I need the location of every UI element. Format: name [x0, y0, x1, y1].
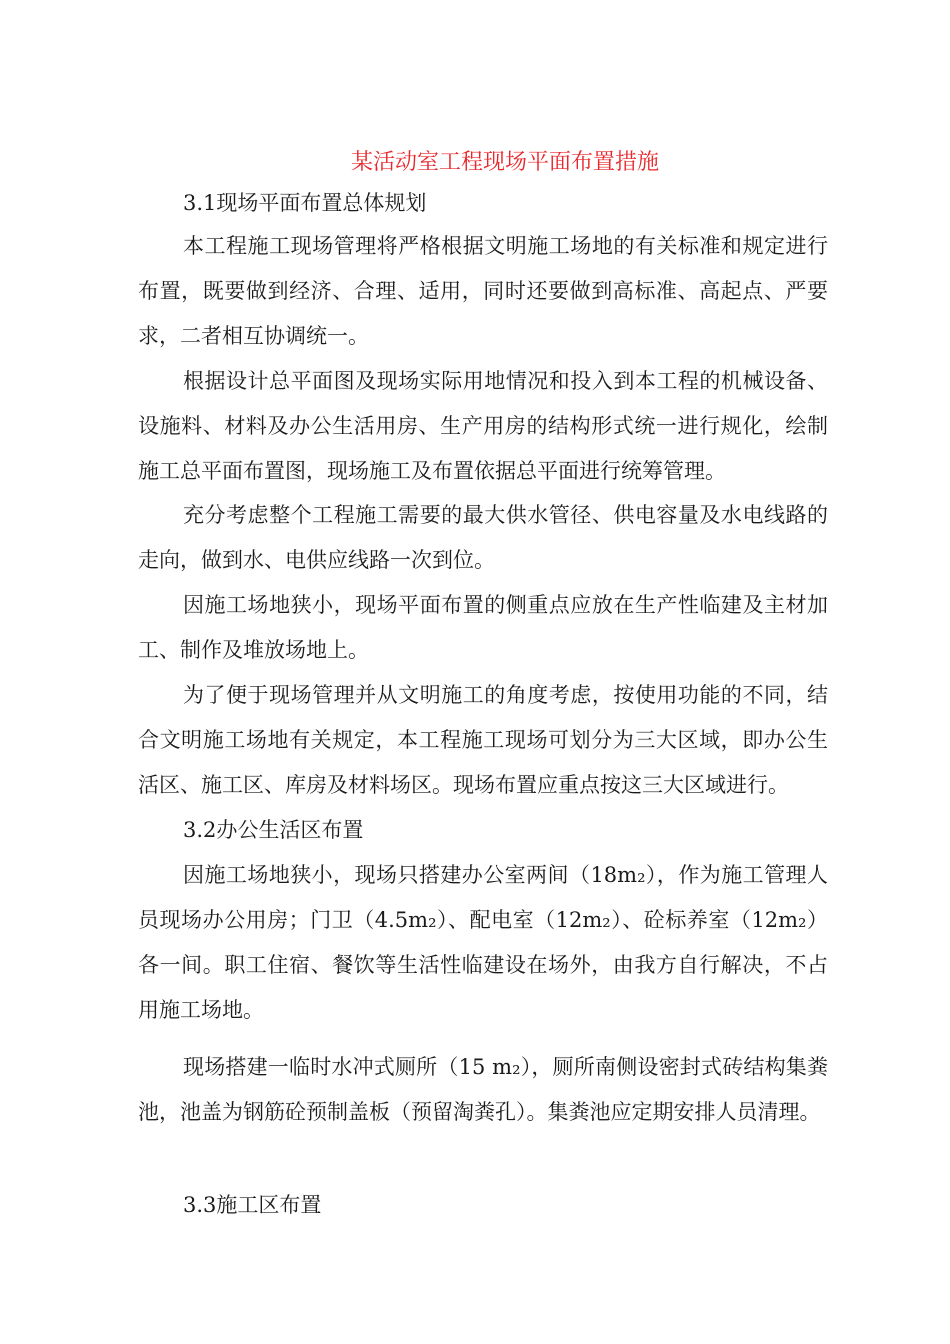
section-heading-3-1: 3.1现场平面布置总体规划 — [183, 191, 427, 215]
paragraph-3-1-2: 根据设计总平面图及现场实际用地情况和投入到本工程的机械设备、设施料、材料及办公生活用房、生产用房的结构形式统一进行规化，绘制施工总平面布置图，现场施工及布置依据总平面进行统筹管理。 — [138, 369, 828, 483]
paragraph-3-2-1: 因施工场地狭小，现场只搭建办公室两间（18m₂），作为施工管理人员现场办公用房；门卫（4.5m₂）、配电室（12m₂）、砼标养室（12m₂）各一间。职工住宿、餐饮等生活性临建设在场外，由我方自行解决，不占用施工场地。 — [138, 863, 828, 1022]
paragraph-3-1-5: 为了便于现场管理并从文明施工的角度考虑，按使用功能的不同，结合文明施工场地有关规定，本工程施工现场可划分为三大区域，即办公生活区、施工区、库房及材料场区。现场布置应重点按这三大区域进行。 — [138, 683, 828, 797]
document-title: 某活动室工程现场平面布置措施 — [350, 150, 659, 175]
paragraph-3-1-3: 充分考虑整个工程施工需要的最大供水管径、供电容量及水电线路的走向，做到水、电供应线路一次到位。 — [138, 503, 828, 572]
section-heading-3-2: 3.2办公生活区布置 — [183, 818, 364, 842]
paragraph-3-1-1: 本工程施工现场管理将严格根据文明施工场地的有关标准和规定进行布置，既要做到经济、合理、适用，同时还要做到高标准、高起点、严要求，二者相互协调统一。 — [138, 234, 828, 348]
paragraph-3-2-2: 现场搭建一临时水冲式厕所（15 m₂），厕所南侧设密封式砖结构集粪池，池盖为钢筋砼预制盖板（预留淘粪孔）。集粪池应定期安排人员清理。 — [138, 1055, 828, 1124]
paragraph-3-1-4: 因施工场地狭小，现场平面布置的侧重点应放在生产性临建及主材加工、制作及堆放场地上。 — [138, 593, 828, 662]
section-heading-3-3: 3.3施工区布置 — [183, 1193, 322, 1217]
